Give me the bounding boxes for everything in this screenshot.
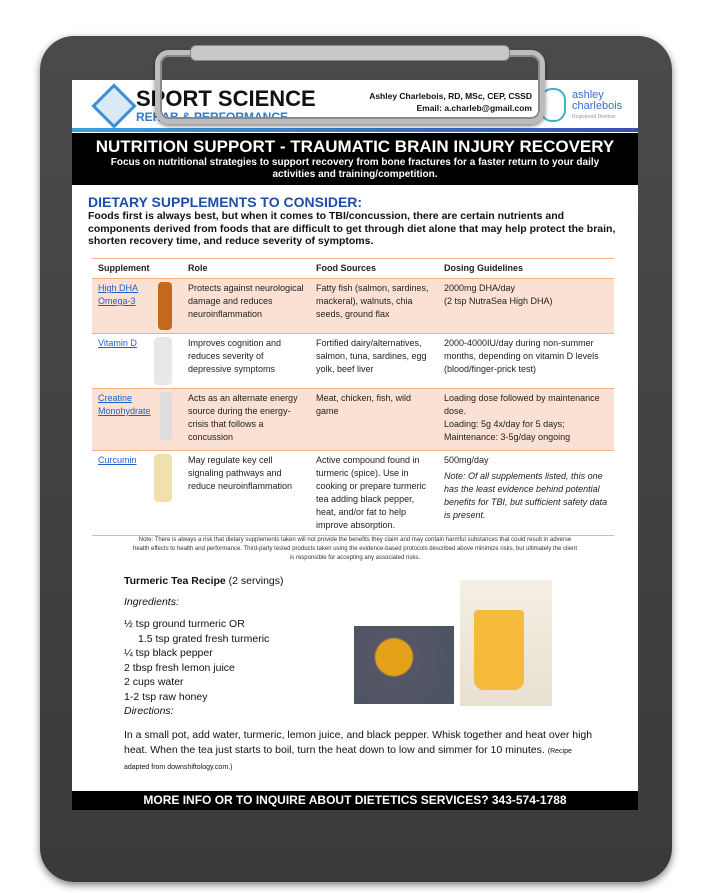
- supplement-product-image: [154, 454, 172, 502]
- supplement-link[interactable]: High DHA Omega-3: [98, 283, 139, 306]
- contact-email[interactable]: Email: a.charleb@gmail.com: [416, 103, 532, 113]
- ingredients-label: Ingredients:: [124, 595, 179, 608]
- dietitian-logo-sub: Registered Dietitian: [572, 114, 616, 120]
- title-banner: [72, 133, 638, 185]
- directions: [124, 728, 594, 775]
- clipboard-clip: [155, 50, 545, 124]
- dose-text: Loading dose followed by maintenance dose.: [444, 393, 600, 416]
- role-cell: Acts as an alternate energy source during the energy-crisis that follows a concussion: [182, 389, 310, 451]
- ingredient-item: 1.5 tsp grated fresh turmeric: [138, 632, 270, 645]
- food-cell: Active compound found in turmeric (spice). Use in cooking or prepare turmeric tea adding black pepper, heat, and/or fat to help improve absorption.: [310, 451, 438, 536]
- turmeric-photo: [354, 626, 454, 704]
- dose-cell: [438, 389, 614, 451]
- table-row: [92, 334, 614, 389]
- contact-name: Ashley Charlebois, RD, MSc, CEP, CSSD: [369, 91, 532, 101]
- directions-label: Directions:: [124, 705, 174, 717]
- dose-text: Loading: 5g 4x/day for 5 days;: [444, 419, 565, 429]
- turmeric-tea-photo: [460, 580, 552, 706]
- ingredient-item: ½ tsp ground turmeric OR: [124, 618, 245, 630]
- table-row: [92, 279, 614, 334]
- dose-text: (2 tsp NutraSea High DHA): [444, 296, 553, 306]
- supplement-product-image: [160, 392, 172, 440]
- contact-phone: Phone: 613-325-8718: [447, 115, 532, 125]
- ingredient-item: 2 tbsp fresh lemon juice: [124, 661, 235, 674]
- ingredient-item: 1-2 tsp raw honey: [124, 690, 208, 703]
- role-cell: May regulate key cell signaling pathways and reduce neuroinflammation: [182, 451, 310, 536]
- section-heading: DIETARY SUPPLEMENTS TO CONSIDER:: [88, 194, 363, 210]
- section-intro: Foods first is always best, but when it comes to TBI/concussion, there are certain nutrients and components derived from foods that are difficult to get through diet alone that may help protect the brain, shorten recovery time, and reduce severity of symptoms.: [88, 210, 616, 247]
- supplement-product-image: [158, 282, 172, 330]
- table-row: [92, 451, 614, 536]
- col-header: Food Sources: [310, 259, 438, 279]
- disclaimer: Note: There is always a risk that dietary supplements taken will not provide the benefits they claim and may contain harmful substances that could result in adverse health effects to health and performance. Third-party tested products taken using the evidence-based protocols described above minimize risks, but ultimately the client is responsible for accepting any associated risks.: [132, 537, 578, 561]
- supplement-link[interactable]: Vitamin D: [98, 338, 137, 348]
- page-title: NUTRITION SUPPORT - TRAUMATIC BRAIN INJURY RECOVERY: [95, 137, 615, 156]
- role-cell: Protects against neurological damage and reduces neuroinflammation: [182, 279, 310, 334]
- brand-name: SPORT SCIENCE: [136, 86, 316, 111]
- food-cell: Fatty fish (salmon, sardines, mackeral), walnuts, chia seeds, ground flax: [310, 279, 438, 334]
- recipe-title: Turmeric Tea Recipe: [124, 575, 226, 587]
- directions-text: In a small pot, add water, turmeric, lemon juice, and black pepper. Whisk together and heat over high heat. When the tea just starts to boil, turn the heat down to low and simmer for 10 minutes.: [124, 729, 593, 756]
- food-cell: Meat, chicken, fish, wild game: [310, 389, 438, 451]
- dose-note: Note: Of all supplements listed, this one has the least evidence behind potential benefits for TBI, but sufficient safety data is present.: [444, 471, 608, 520]
- dose-text: 2000mg DHA/day: [444, 283, 516, 293]
- role-cell: Improves cognition and reduces severity of depressive symptoms: [182, 334, 310, 389]
- supplement-product-image: [154, 337, 172, 385]
- dose-cell: [438, 451, 614, 536]
- divider: [72, 128, 638, 132]
- recipe-source: (Recipe adapted from downshiftology.com.): [124, 748, 572, 771]
- col-header: Supplement: [92, 259, 182, 279]
- dose-text: 500mg/day: [444, 455, 489, 465]
- footer-contact: MORE INFO OR TO INQUIRE ABOUT DIETETICS SERVICES? 343-574-1788: [72, 791, 638, 810]
- dose-cell: [438, 334, 614, 389]
- sport-science-logo-icon: [91, 83, 136, 128]
- dietitian-logo-name: ashley charlebois: [572, 89, 623, 112]
- dose-text: 2000-4000IU/day during non-summer months, depending on vitamin D levels (blood/finger-prick test): [444, 338, 599, 374]
- ingredient-item: ¼ tsp black pepper: [124, 647, 213, 659]
- dietitian-logo: [540, 86, 630, 126]
- dose-text: Maintenance: 3-5g/day ongoing: [444, 432, 571, 442]
- supplement-link[interactable]: Curcumin: [98, 455, 137, 465]
- supplement-link[interactable]: Creatine Monohydrate: [98, 393, 151, 416]
- ingredient-item: 2 cups water: [124, 676, 184, 688]
- document-page: [72, 80, 638, 810]
- page-subtitle: Focus on nutritional strategies to support recovery from bone fractures for a faster return to your daily activities and training/competition.: [110, 157, 600, 180]
- col-header: Dosing Guidelines: [438, 259, 614, 279]
- col-header: Role: [182, 259, 310, 279]
- table-row: [92, 389, 614, 451]
- brand-sub: REHAB & PERFORMANCE: [136, 110, 289, 124]
- supplements-table: [92, 258, 614, 536]
- dose-cell: [438, 279, 614, 334]
- food-cell: Fortified dairy/alternatives, salmon, tuna, sardines, egg yolk, beef liver: [310, 334, 438, 389]
- recipe-servings: (2 servings): [228, 575, 284, 587]
